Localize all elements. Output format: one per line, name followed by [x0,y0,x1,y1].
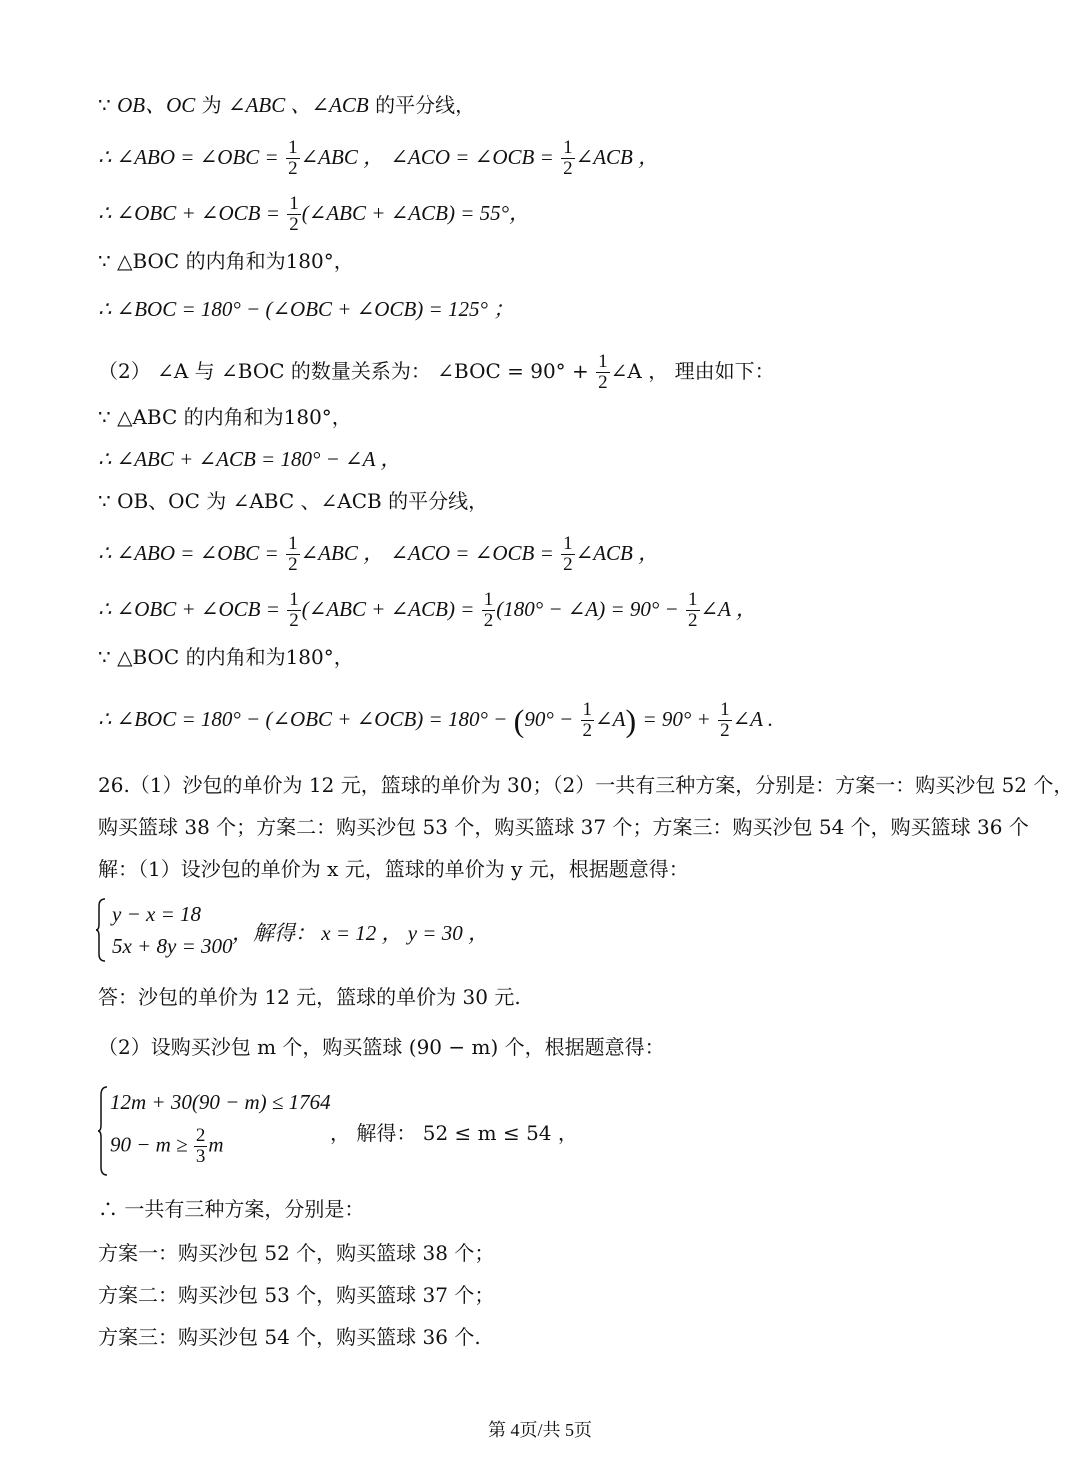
system2-solution: ， 解得： 52 ≤ m ≤ 54 ， [330,1121,578,1145]
line-half-angles-1: ∴ ∠ABO = ∠OBC = $\frac{1}{2}$ ∠ABC ， ∠ACO = ∠OCB = $\frac{1}{2}$ ∠ACB ， [98,137,660,179]
fraction-half: $\frac{1}{2}$ [688,589,698,631]
line-abc-acb: ∴ ∠ABC + ∠ACB = 180° − ∠A ， [98,447,402,471]
line-part2-statement: （2） ∠A 与 ∠BOC 的数量关系为： ∠BOC = 90° + $\frac{1}{2}$ ∠A ， 理由如下： [98,351,775,393]
line-final-boc: ∴ ∠BOC = 180° − (∠OBC + ∠OCB) = 180° − (90° − $\frac{1}{2}$ ∠A) = 90° + $\frac{1}{2}$ ∠A . [98,699,774,741]
fraction-half: $\frac{1}{2}$ [563,137,573,179]
line-triangle-sum-1: ∵ △BOC 的内角和为180°， [98,249,354,273]
q26-answer-1: 答：沙包的单价为 12 元，篮球的单价为 30 元. [98,985,521,1009]
fraction-half: $\frac{1}{2}$ [288,533,298,575]
line-half-angles-2: ∴ ∠ABO = ∠OBC = $\frac{1}{2}$ ∠ABC ， ∠ACO = ∠OCB = $\frac{1}{2}$ ∠ACB ， [98,533,660,575]
system2-eq1: 12m + 30(90 − m) ≤ 1764 [110,1090,331,1114]
system1-eq1: y − x = 18 [112,902,201,926]
q26-part2-intro: （2）设购买沙包 m 个，购买篮球 (90 − m) 个，根据题意得： [98,1035,665,1059]
q26-plan-1: 方案一：购买沙包 52 个，购买篮球 38 个； [98,1241,495,1265]
line-sum-1: ∴ ∠OBC + ∠OCB = $\frac{1}{2}$ (∠ABC + ∠ACB) = 55°， [98,193,531,235]
q26-plan-2: 方案二：购买沙包 53 个，购买篮球 37 个； [98,1283,495,1307]
fraction-half: $\frac{1}{2}$ [598,351,608,393]
page-footer: 第 4页/共 5页 [487,1420,592,1440]
line-bisector-1: ∵ OB、OC 为 ∠ABC 、∠ACB 的平分线， [98,93,476,117]
system-brace-1 [96,898,104,962]
q26-conclusion: ∴ 一共有三种方案，分别是： [98,1197,365,1221]
fraction-half: $\frac{1}{2}$ [288,137,298,179]
fraction-half: $\frac{1}{2}$ [289,193,299,235]
fraction-half: $\frac{1}{2}$ [563,533,573,575]
line-bisector-2: ∵ OB、OC 为 ∠ABC 、∠ACB 的平分线， [98,489,489,513]
line-sum-2: ∴ ∠OBC + ∠OCB = $\frac{1}{2}$ (∠ABC + ∠ACB) = $\frac{1}{2}$ (180° − ∠A) = 90° − $\frac{1}{2}$ ∠A ， [98,589,757,631]
fraction-half: $\frac{1}{2}$ [289,589,299,631]
fraction-two-thirds: $\frac{2}{3}$ [195,1125,206,1167]
q26-answer-line-1: 26.（1）沙包的单价为 12 元，篮球的单价为 30；（2）一共有三种方案，分别是：方案一：购买沙包 52 个， [98,773,1074,797]
system1-solution: ，解得： x = 12 ， y = 30 ， [232,921,489,945]
fraction-half: $\frac{1}{2}$ [582,699,592,741]
q26-plan-3: 方案三：购买沙包 54 个，购买篮球 36 个. [98,1325,481,1349]
q26-solution-intro: 解：（1）设沙包的单价为 x 元，篮球的单价为 y 元，根据题意得： [98,857,689,881]
system1-eq2: 5x + 8y = 300 [112,934,233,958]
fraction-half: $\frac{1}{2}$ [483,589,494,631]
line-triangle-sum-2: ∵ △BOC 的内角和为180°， [98,645,354,669]
q26-answer-line-2: 购买篮球 38 个；方案二：购买沙包 53 个，购买篮球 37 个；方案三：购买沙包 54 个，购买篮球 36 个 [98,815,1029,839]
line-boc-result: ∴ ∠BOC = 180° − (∠OBC + ∠OCB) = 125° ； [98,297,515,321]
system-brace-2 [98,1086,106,1176]
line-abc-sum: ∵ △ABC 的内角和为180°， [98,405,352,429]
system2-eq2: 90 − m ≥ $\frac{2}{3}$ m [110,1125,224,1167]
fraction-half: $\frac{1}{2}$ [720,699,730,741]
